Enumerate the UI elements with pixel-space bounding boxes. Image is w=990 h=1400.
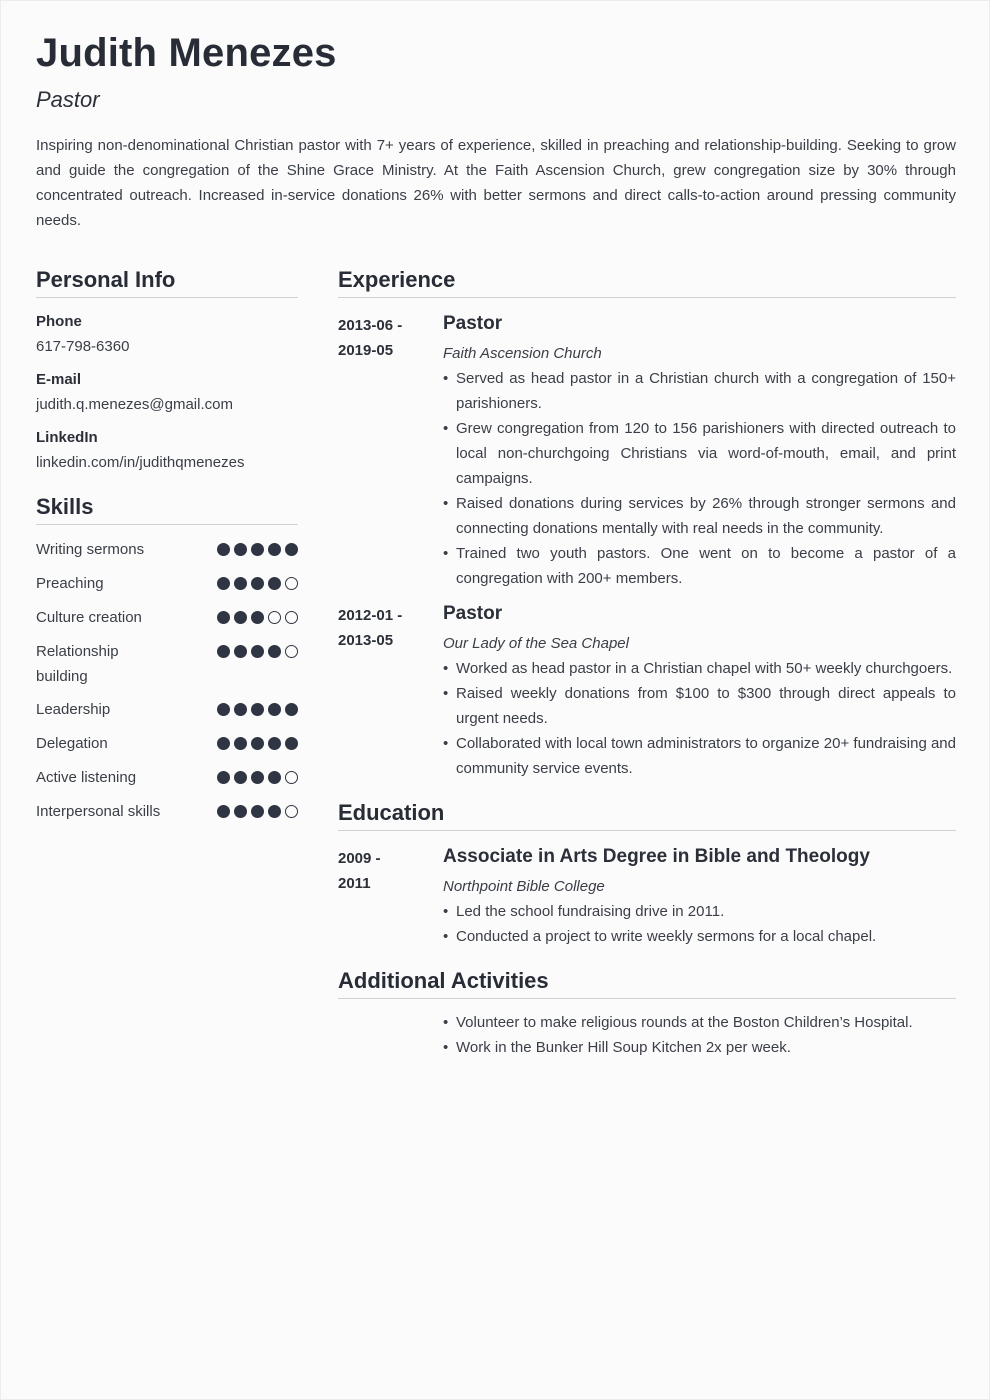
skill-name: Active listening <box>36 769 137 786</box>
job-date-range <box>338 313 433 363</box>
job-title: Pastor <box>443 313 503 334</box>
skill-rating <box>217 771 298 784</box>
education-heading: Education <box>338 800 956 831</box>
list-item: • Served as head pastor in a Christian church with a congregation of 150+ parishioners. <box>443 366 956 416</box>
skill-row <box>36 799 298 824</box>
rating-dot-filled-icon <box>251 543 264 556</box>
rating-dot-empty-icon <box>285 611 298 624</box>
rating-dot-filled-icon <box>234 611 247 624</box>
skill-rating <box>217 805 298 818</box>
rating-dot-filled-icon <box>251 805 264 818</box>
candidate-name: Judith Menezes <box>36 31 337 75</box>
email-value: judith.q.menezes@gmail.com <box>36 396 233 413</box>
skill-rating <box>217 543 298 556</box>
job-title: Pastor <box>443 603 503 624</box>
skill-rating <box>217 703 298 716</box>
job-date-start: 2012-01 - <box>338 607 403 624</box>
skill-row <box>36 571 298 596</box>
skills-heading: Skills <box>36 494 298 525</box>
skill-row <box>36 605 298 630</box>
rating-dot-filled-icon <box>251 645 264 658</box>
experience-heading: Experience <box>338 267 956 298</box>
rating-dot-filled-icon <box>251 771 264 784</box>
skill-rating <box>217 737 298 750</box>
degree-title: Associate in Arts Degree in Bible and Theology <box>443 846 870 867</box>
rating-dot-filled-icon <box>234 805 247 818</box>
rating-dot-filled-icon <box>268 703 281 716</box>
job-company: Our Lady of the Sea Chapel <box>443 635 629 652</box>
rating-dot-filled-icon <box>268 577 281 590</box>
skill-row <box>36 731 298 756</box>
rating-dot-filled-icon <box>217 703 230 716</box>
job-date-end: 2019-05 <box>338 342 394 359</box>
skill-name: Preaching <box>36 575 104 592</box>
skill-row <box>36 537 298 562</box>
list-item: • Raised donations during services by 26% through stronger sermons and connecting donations mentally with real needs in the community. <box>443 491 956 541</box>
skill-name: Writing sermons <box>36 541 145 558</box>
phone-value: 617-798-6360 <box>36 338 130 355</box>
rating-dot-filled-icon <box>217 543 230 556</box>
job-company: Faith Ascension Church <box>443 345 602 362</box>
rating-dot-filled-icon <box>268 805 281 818</box>
rating-dot-filled-icon <box>234 703 247 716</box>
rating-dot-filled-icon <box>217 771 230 784</box>
job-bullets <box>443 656 956 781</box>
education-bullets <box>443 899 956 949</box>
education-date-start: 2009 - <box>338 850 381 867</box>
rating-dot-filled-icon <box>268 737 281 750</box>
rating-dot-filled-icon <box>234 737 247 750</box>
list-item: • Led the school fundraising drive in 2011. <box>443 899 956 924</box>
list-item: • Trained two youth pastors. One went on to become a pastor of a congregation with 200+ members. <box>443 541 956 591</box>
rating-dot-filled-icon <box>268 543 281 556</box>
rating-dot-empty-icon <box>285 645 298 658</box>
rating-dot-empty-icon <box>285 771 298 784</box>
list-item: • Raised weekly donations from $100 to $300 through direct appeals to urgent needs. <box>443 681 956 731</box>
skill-rating <box>217 611 298 624</box>
rating-dot-filled-icon <box>217 611 230 624</box>
linkedin-label: LinkedIn <box>36 429 98 446</box>
rating-dot-filled-icon <box>268 771 281 784</box>
list-item: • Collaborated with local town administrators to organize 20+ fundraising and community service events. <box>443 731 956 781</box>
skill-row <box>36 639 298 689</box>
list-item: • Worked as head pastor in a Christian chapel with 50+ weekly churchgoers. <box>443 656 956 681</box>
list-item: • Conducted a project to write weekly sermons for a local chapel. <box>443 924 956 949</box>
rating-dot-empty-icon <box>268 611 281 624</box>
job-date-start: 2013-06 - <box>338 317 403 334</box>
skill-name: Delegation <box>36 735 108 752</box>
activities-bullets <box>443 1010 956 1060</box>
job-date-end: 2013-05 <box>338 632 394 649</box>
rating-dot-filled-icon <box>234 771 247 784</box>
job-date-range <box>338 603 433 653</box>
rating-dot-filled-icon <box>217 737 230 750</box>
summary-paragraph: Inspiring non-denominational Christian pastor with 7+ years of experience, skilled in preaching and relationship-building. Seeking to grow and guide the congregation of the Shine Grace Ministry. At the Faith Ascension Church, grew congregation size by 30% through concentrated outreach. Increased in-service donations 26% with better sermons and direct calls-to-action around pressing community needs. <box>36 137 956 229</box>
rating-dot-filled-icon <box>251 611 264 624</box>
skill-row <box>36 765 298 790</box>
skill-name: Leadership <box>36 701 111 718</box>
skill-rating <box>217 645 298 658</box>
rating-dot-filled-icon <box>285 703 298 716</box>
rating-dot-filled-icon <box>251 703 264 716</box>
rating-dot-filled-icon <box>217 577 230 590</box>
skill-rating <box>217 577 298 590</box>
phone-label: Phone <box>36 313 82 330</box>
skill-row <box>36 697 298 722</box>
rating-dot-empty-icon <box>285 577 298 590</box>
rating-dot-filled-icon <box>285 543 298 556</box>
personal-info-heading: Personal Info <box>36 267 298 298</box>
rating-dot-filled-icon <box>217 805 230 818</box>
activities-heading: Additional Activities <box>338 968 956 999</box>
rating-dot-empty-icon <box>285 805 298 818</box>
rating-dot-filled-icon <box>234 543 247 556</box>
school-name: Northpoint Bible College <box>443 878 605 895</box>
list-item: • Work in the Bunker Hill Soup Kitchen 2x per week. <box>443 1035 956 1060</box>
job-bullets <box>443 366 956 591</box>
rating-dot-filled-icon <box>234 645 247 658</box>
rating-dot-filled-icon <box>251 577 264 590</box>
list-item: • Volunteer to make religious rounds at the Boston Children’s Hospital. <box>443 1010 956 1035</box>
rating-dot-filled-icon <box>217 645 230 658</box>
education-date-range <box>338 846 433 896</box>
skill-name: Culture creation <box>36 609 142 626</box>
skill-name: Relationship building <box>36 643 119 685</box>
linkedin-value: linkedin.com/in/judithqmenezes <box>36 454 245 471</box>
rating-dot-filled-icon <box>234 577 247 590</box>
skill-name: Interpersonal skills <box>36 803 161 820</box>
rating-dot-filled-icon <box>251 737 264 750</box>
rating-dot-filled-icon <box>268 645 281 658</box>
rating-dot-filled-icon <box>285 737 298 750</box>
education-date-end: 2011 <box>338 875 371 892</box>
job-title-headline: Pastor <box>36 87 100 112</box>
email-label: E-mail <box>36 371 82 388</box>
list-item: • Grew congregation from 120 to 156 parishioners with directed outreach to local non-churchgoing Christians via word-of-mouth, email, and print campaigns. <box>443 416 956 491</box>
